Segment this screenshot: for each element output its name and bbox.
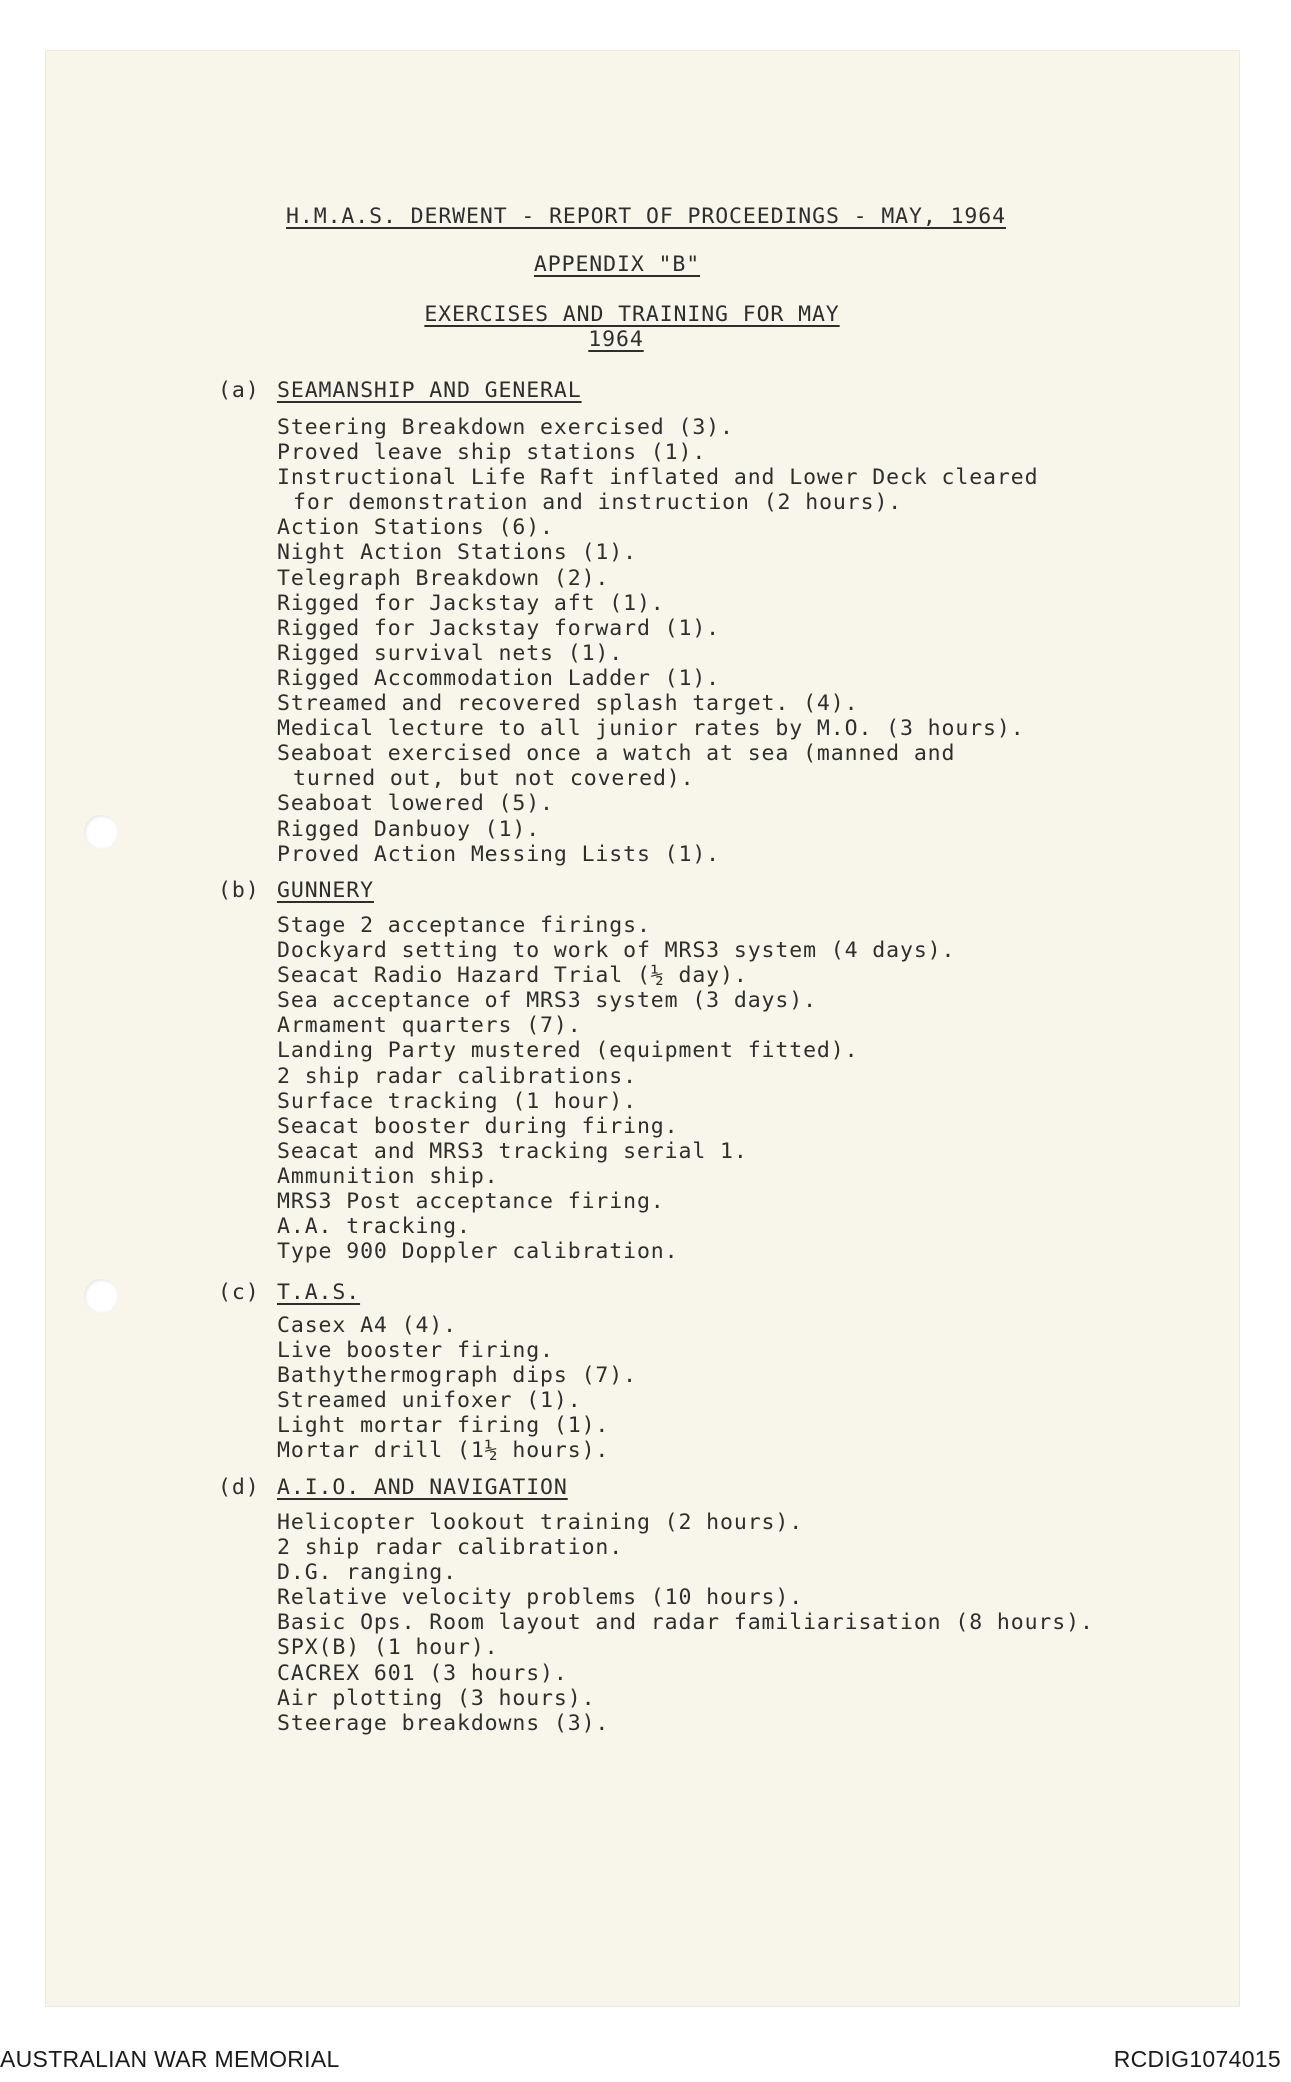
list-item: 2 ship radar calibrations. [277,1063,637,1089]
list-item: Mortar drill (1½ hours). [277,1438,610,1464]
section-c-letter: (c) [218,1280,260,1305]
list-item: Rigged Accommodation Ladder (1). [277,665,721,691]
list-item: Air plotting (3 hours). [277,1685,596,1711]
list-item: Relative velocity problems (10 hours). [277,1585,804,1611]
list-item: Instructional Life Raft inflated and Lower Deck cleared [277,465,1039,491]
list-item: Type 900 Doppler calibration. [277,1239,679,1265]
exercises-heading-year: 1964 [588,327,644,352]
section-a-title: SEAMANSHIP AND GENERAL [277,378,582,403]
list-item: Basic Ops. Room layout and radar familiarisation (8 hours). [277,1610,1094,1636]
list-item: Casex A4 (4). [277,1313,457,1338]
list-item: Rigged survival nets (1). [277,640,624,666]
list-item: Seaboat lowered (5). [277,791,554,817]
section-d-letter: (d) [218,1475,260,1500]
list-item: Landing Party mustered (equipment fitted). [277,1038,859,1064]
punch-hole [84,1279,118,1313]
list-item: Telegraph Breakdown (2). [277,565,610,591]
list-item: Steerage breakdowns (3). [277,1710,610,1736]
list-item: Light mortar firing (1). [277,1413,610,1439]
list-item: Seacat Radio Hazard Trial (½ day). [277,963,748,989]
section-a-items [277,415,1038,867]
list-item: Medical lecture to all junior rates by M.O. (3 hours). [277,716,1025,742]
list-item: Proved leave ship stations (1). [277,440,707,466]
section-c-title: T.A.S. [277,1280,361,1305]
list-item: Streamed and recovered splash target. (4). [277,691,859,717]
punch-hole [84,815,118,849]
section-b-items [277,913,955,1264]
list-item: Stage 2 acceptance firings. [277,913,651,938]
list-item: Rigged for Jackstay forward (1). [277,615,721,641]
list-item: Seacat booster during firing. [277,1113,679,1139]
list-item: Rigged Danbuoy (1). [277,816,541,842]
list-item: A.A. tracking. [277,1214,471,1240]
list-item-continuation: turned out, but not covered). [293,766,695,792]
list-item: Live booster firing. [277,1338,554,1364]
list-item: Streamed unifoxer (1). [277,1388,582,1414]
exercises-heading: EXERCISES AND TRAINING FOR MAY [424,302,840,327]
list-item-continuation: for demonstration and instruction (2 hours). [293,490,903,516]
list-item: D.G. ranging. [277,1560,457,1586]
archive-credit: AUSTRALIAN WAR MEMORIAL [0,2046,340,2072]
list-item: Rigged for Jackstay aft (1). [277,590,665,616]
section-c-items [277,1313,637,1464]
section-b-title: GUNNERY [277,878,374,903]
list-item: Sea acceptance of MRS3 system (3 days). [277,988,817,1014]
list-item: Ammunition ship. [277,1163,499,1189]
list-item: 2 ship radar calibration. [277,1535,624,1561]
section-d-title: A.I.O. AND NAVIGATION [277,1475,568,1500]
section-b-letter: (b) [218,878,260,903]
list-item: Seacat and MRS3 tracking serial 1. [277,1138,748,1164]
list-item: MRS3 Post acceptance firing. [277,1189,665,1215]
section-d-items [277,1510,1094,1736]
appendix-label: APPENDIX "B" [533,252,701,277]
section-a-letter: (a) [218,378,260,403]
list-item: Dockyard setting to work of MRS3 system (4 days). [277,938,956,964]
document-title: H.M.A.S. DERWENT - REPORT OF PROCEEDINGS - MAY, 1964 [286,204,1006,229]
list-item: Bathythermograph dips (7). [277,1363,637,1389]
list-item: Helicopter lookout training (2 hours). [277,1510,804,1535]
archive-id: RCDIG1074015 [1113,2046,1281,2072]
list-item: SPX(B) (1 hour). [277,1635,499,1661]
list-item: Steering Breakdown exercised (3). [277,415,734,440]
list-item: Action Stations (6). [277,515,554,541]
list-item: Armament quarters (7). [277,1013,582,1039]
list-item: Seaboat exercised once a watch at sea (manned and [277,741,956,767]
list-item: Night Action Stations (1). [277,540,637,566]
list-item: CACREX 601 (3 hours). [277,1660,568,1686]
list-item: Surface tracking (1 hour). [277,1088,637,1114]
list-item: Proved Action Messing Lists (1). [277,841,721,867]
